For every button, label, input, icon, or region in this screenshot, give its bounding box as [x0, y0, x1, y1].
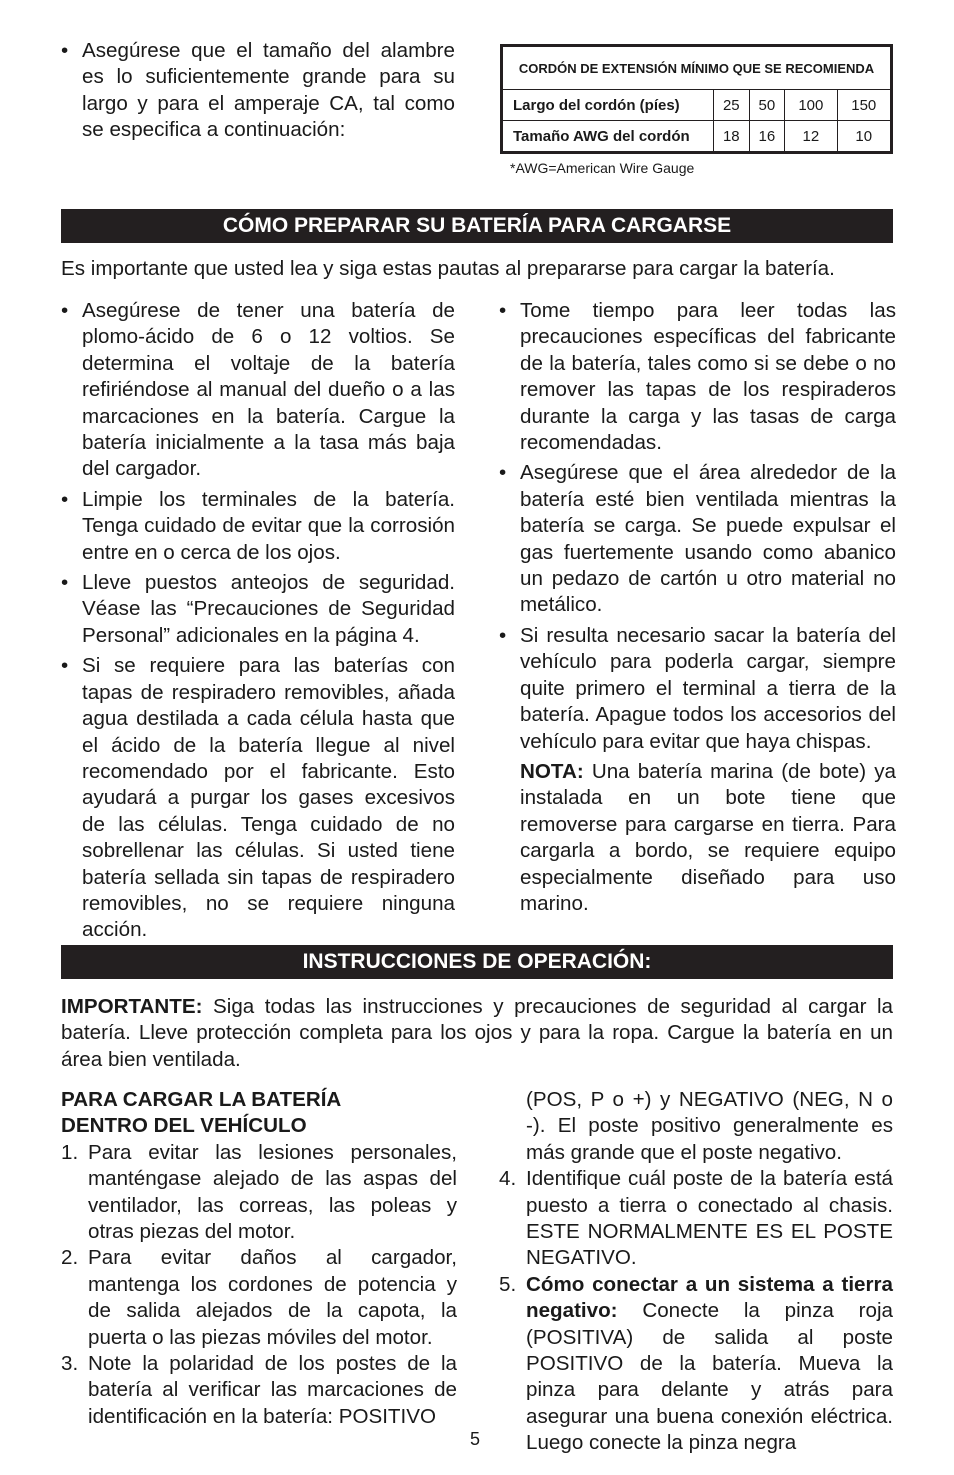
operation-left-column: [61, 1087, 457, 1430]
table-cell: 16: [749, 121, 785, 153]
list-item: [61, 1245, 457, 1351]
table-row: [502, 90, 892, 121]
table-row-label: Tamaño AWG del cordón: [502, 121, 714, 153]
intro-bullet-list: [61, 38, 455, 148]
subheading-in-vehicle: PARA CARGAR LA BATERÍA DENTRO DEL VEHÍCULO: [61, 1088, 341, 1138]
steps-list-right: [499, 1166, 893, 1456]
note-text: Una batería marina (de bote) ya instalada en un bote tiene que removerse para cargarse en tierra. Para cargarla a bordo, se requiere equipo especialmente diseñado para uso marino.: [520, 759, 896, 915]
table-cell: 25: [714, 90, 750, 121]
step-number: 3.: [61, 1352, 79, 1376]
table-row-label: Largo del cordón (píes): [502, 90, 714, 121]
step-text: Para evitar las lesiones personales, manténgase alejado de las aspas del ventilador, las correas, las poleas y otras piezas del motor.: [88, 1140, 457, 1244]
list-item: • Asegúrese de tener una batería de plomo-ácido de 6 o 12 voltios. Se determina el voltaje de la batería refiriéndose al manual del dueño o a las marcaciones en la batería. Cargue la batería inicialmente a la tasa más baja del cargador.: [61, 298, 455, 483]
list-item: • Si se requiere para las baterías con tapas de respiradero removibles, añada agua destilada a cada célula hasta que el ácido de la batería llegue al nivel recomendado por el fabricante. Esto ayudará a purgar los gases excesivos de las células. Tenga cuidado de no sobrellenar las células. Si usted tiene batería sellada sin tapas de respiradero removibles, no se requiere ninguna acción.: [61, 653, 455, 943]
list-item: [61, 1351, 457, 1430]
step-number: 2.: [61, 1246, 79, 1270]
important-label: IMPORTANTE:: [61, 995, 203, 1018]
operation-right-column: [499, 1087, 893, 1457]
table-cell: 150: [837, 90, 891, 121]
important-text: Siga todas las instrucciones y precauciones de seguridad al cargar la batería. Lleve protección completa para los ojos y para la ropa. Cargue la batería en un área bien ventilada.: [61, 995, 893, 1071]
table-footnote: *AWG=American Wire Gauge: [510, 160, 695, 176]
list-item: • Lleve puestos anteojos de seguridad. Véase las “Precauciones de Seguridad Personal” adicionales en la página 4.: [61, 570, 455, 649]
page-number: 5: [470, 1429, 481, 1449]
table-cell: 12: [785, 121, 837, 153]
step-number: 5.: [499, 1272, 517, 1296]
note-paragraph: [499, 759, 896, 917]
list-item: [61, 1140, 457, 1246]
important-paragraph: [61, 994, 893, 1073]
steps-list-left: [61, 1140, 457, 1430]
step-number: 1.: [61, 1140, 79, 1164]
list-item: • Asegúrese que el área alrededor de la batería esté bien ventilada mientras la batería se carga. Se puede expulsar el gas fuertemente usando como abanico un pedazo de cartón u otro material no metálico.: [499, 460, 896, 618]
step-text: Para evitar daños al cargador, mantenga los cordones de potencia y de salida alejados de la capota, la puerta o las piezas móviles del motor.: [88, 1246, 457, 1349]
list-item: • Si resulta necesario sacar la batería del vehículo para poderla cargar, siempre quite primero el terminal a tierra de la batería. Apague todos los accesorios del vehículo para evitar que haya chispas.: [499, 623, 896, 755]
list-item: [499, 1166, 893, 1272]
step-text: Identifique cuál poste de la batería está puesto a tierra o conectado al chasis. ESTE NORMALMENTE ES EL POSTE NEGATIVO.: [526, 1167, 893, 1270]
prepare-left-list: [61, 298, 455, 948]
table-cell: 100: [785, 90, 837, 121]
prepare-right-column: [499, 298, 896, 917]
step-text: Conecte la pinza roja (POSITIVA) de salida al poste POSITIVO de la batería. Mueva la pinza para delante y atrás para asegurar una buena conexión eléctrica. Luego conecte la pinza negra: [526, 1299, 893, 1455]
table-cell: 18: [714, 121, 750, 153]
list-item: • Tome tiempo para leer todas las precauciones específicas del fabricante de la batería, tales como si se debe o no remover las tapas de los respiraderos durante la carga y las tasas de carga recomendadas.: [499, 298, 896, 456]
table-title: CORDÓN DE EXTENSIÓN MÍNIMO QUE SE RECOMIENDA: [502, 46, 892, 90]
prepare-right-list: [499, 298, 896, 755]
table-cell: 10: [837, 121, 891, 153]
list-item: • Limpie los terminales de la batería. Tenga cuidado de evitar que la corrosión entre en o cerca de los ojos.: [61, 487, 455, 566]
step3-continued: (POS, P o +) y NEGATIVO (NEG, N o -). El poste positivo generalmente es más grande que el poste negativo.: [526, 1088, 893, 1164]
table-row: [502, 121, 892, 153]
section-intro: Es importante que usted lea y siga estas pautas al prepararse para cargar la batería.: [61, 257, 835, 280]
step5-label: Cómo conectar a un sistema a tierra negativo:: [526, 1272, 893, 1323]
list-item: [499, 1272, 893, 1457]
section-heading-operation: INSTRUCCIONES DE OPERACIÓN:: [61, 945, 893, 979]
step-number: 4.: [499, 1167, 517, 1191]
step-text: Note la polaridad de los postes de la batería al verificar las marcaciones de identificación en la batería: POSITIVO: [88, 1352, 457, 1428]
section-heading-prepare: CÓMO PREPARAR SU BATERÍA PARA CARGARSE: [61, 209, 893, 243]
note-label: NOTA:: [520, 759, 584, 783]
extension-cord-table: [500, 44, 893, 154]
table-cell: 50: [749, 90, 785, 121]
intro-bullet: • Asegúrese que el tamaño del alambre es lo suficientemente grande para su largo y para el amperaje CA, tal como se especifica a continuación:: [61, 38, 455, 144]
